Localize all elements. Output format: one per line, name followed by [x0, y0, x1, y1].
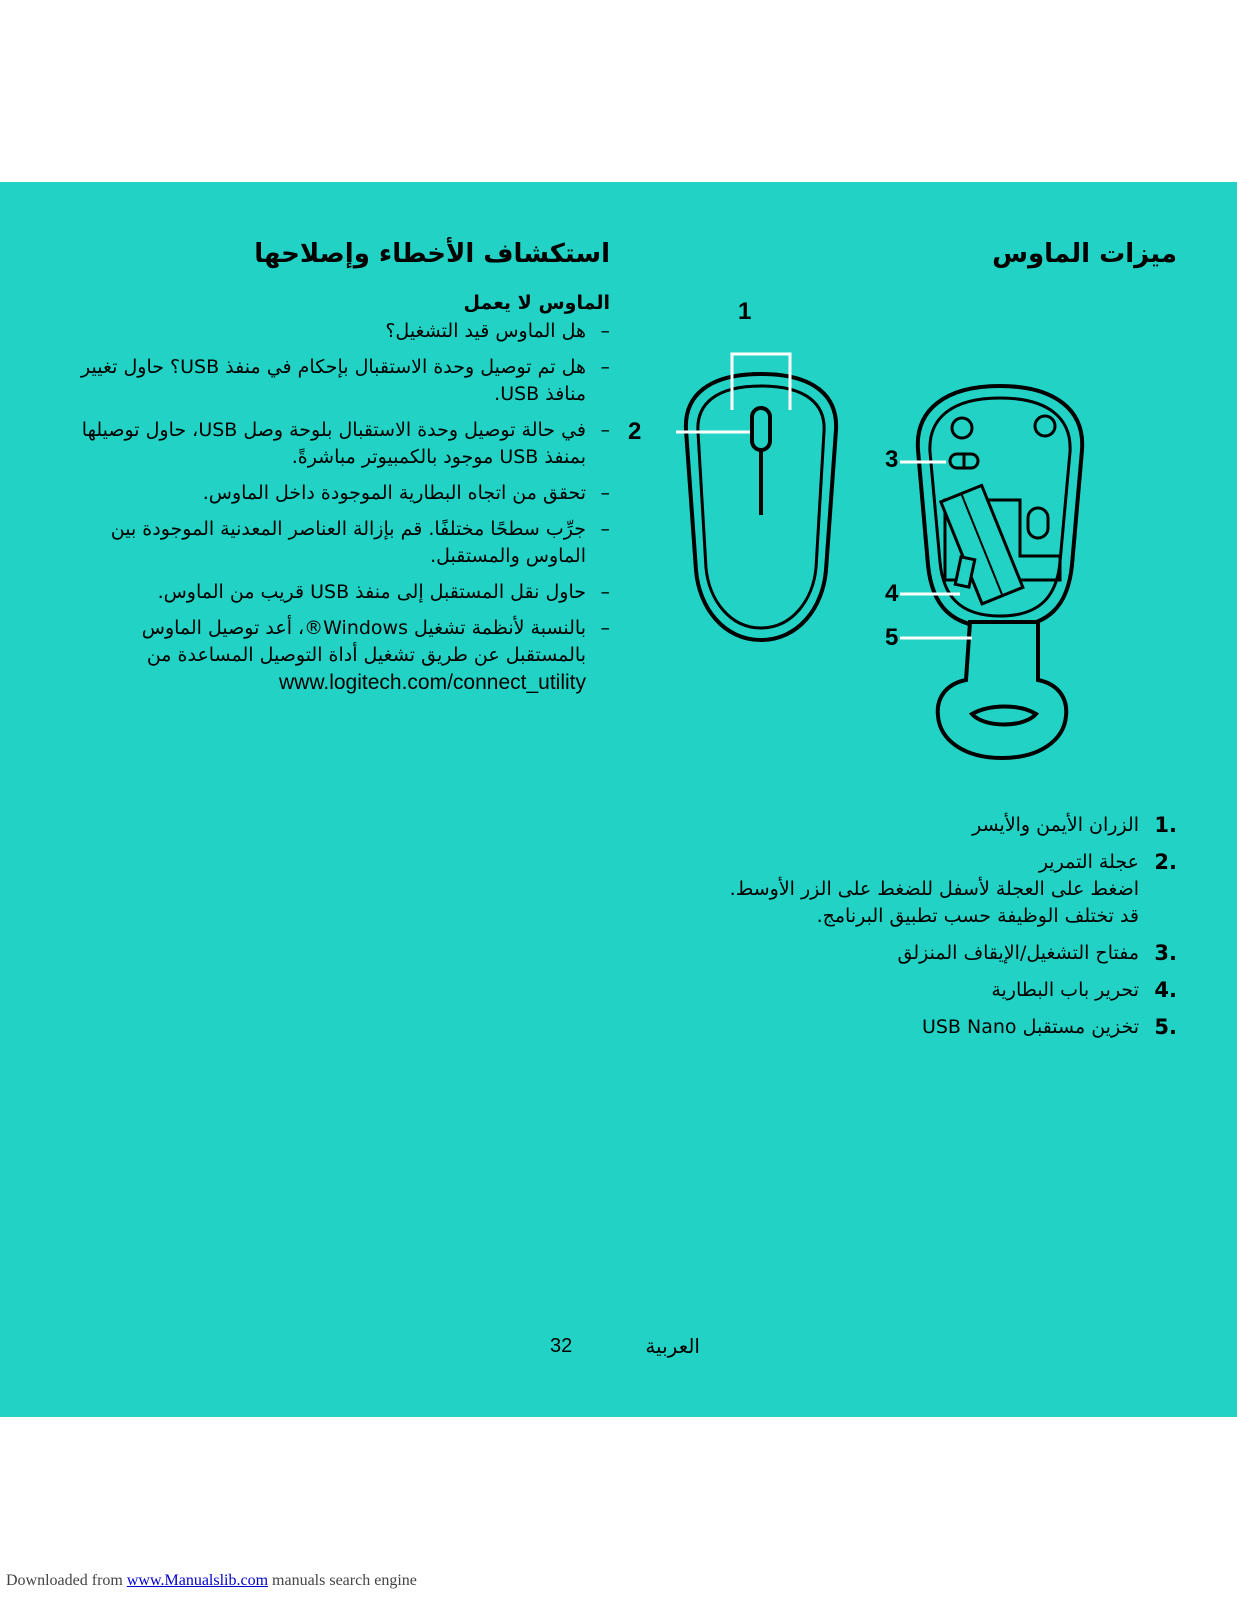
- feature-item: 3. مفتاح التشغيل/الإيقاف المنزلق: [897, 941, 1177, 965]
- feature-item: 2. عجلة التمرير اضغط على العجلة لأسفل للضغط على الزر الأوسط. قد تختلف الوظيفة حسب تطبيق البرنامج.: [729, 850, 1177, 927]
- troubleshooting-list: [60, 318, 610, 705]
- tip-text: هل تم توصيل وحدة الاستقبال بإحكام في منفذ USB؟ حاول تغيير منافذ USB.: [81, 356, 586, 405]
- content-panel: [0, 182, 1237, 1417]
- tip-text: تحقق من اتجاه البطارية الموجودة داخل الماوس.: [202, 482, 586, 504]
- tip-item: – تحقق من اتجاه البطارية الموجودة داخل الماوس.: [202, 482, 610, 504]
- callout-3: 3: [885, 446, 899, 473]
- tip-item: – بالنسبة لأنظمة تشغيل Windows®، أعد توصيل الماوس بالمستقبل عن طريق تشغيل أداة التوصيل المساعدة من www.logitech.com/connect_utility: [60, 615, 610, 696]
- callout-2: 2: [628, 418, 642, 445]
- tip-item: – جرِّب سطحًا مختلفًا. قم بإزالة العناصر المعدنية الموجودة بين الماوس والمستقبل.: [110, 518, 610, 567]
- callout-5: 5: [885, 624, 899, 651]
- feature-text: تحرير باب البطارية: [991, 979, 1139, 1001]
- tip-item: – هل الماوس قيد التشغيل؟: [385, 320, 610, 342]
- features-title: ميزات الماوس: [992, 239, 1177, 269]
- troubleshooting-title: استكشاف الأخطاء وإصلاحها: [254, 239, 610, 269]
- feature-item: 4. تحرير باب البطارية: [991, 978, 1177, 1002]
- callout-1: 1: [738, 298, 752, 325]
- feature-text: تخزين مستقبل USB Nano: [921, 1016, 1139, 1038]
- feature-text: الزران الأيمن والأيسر: [972, 814, 1139, 836]
- callout-4: 4: [885, 580, 899, 607]
- tip-text: هل الماوس قيد التشغيل؟: [385, 320, 586, 342]
- mouse-bottom-illustration: [900, 380, 1100, 780]
- feature-item: 1. الزران الأيمن والأيسر: [972, 813, 1177, 837]
- manualslib-link[interactable]: www.Manualslib.com: [126, 1572, 269, 1589]
- tip-text: بالنسبة لأنظمة تشغيل Windows®، أعد توصيل الماوس بالمستقبل عن طريق تشغيل أداة التوصيل المساعدة من: [141, 617, 586, 666]
- feature-detail: اضغط على العجلة لأسفل للضغط على الزر الأوسط.: [729, 878, 1139, 900]
- feature-detail: قد تختلف الوظيفة حسب تطبيق البرنامج.: [816, 905, 1139, 927]
- tip-item: – في حالة توصيل وحدة الاستقبال بلوحة وصل USB، حاول توصيلها بمنفذ USB موجود بالكمبيوتر مباشرةً.: [81, 419, 610, 468]
- feature-text: عجلة التمرير: [1038, 851, 1139, 873]
- download-suffix: manuals search engine: [272, 1572, 417, 1589]
- features-list: [657, 812, 1177, 1051]
- page-number: 32: [550, 1335, 573, 1357]
- tip-text: حاول نقل المستقبل إلى منفذ USB قريب من الماوس.: [157, 581, 586, 603]
- download-banner: [6, 1572, 417, 1590]
- feature-text: مفتاح التشغيل/الإيقاف المنزلق: [897, 942, 1139, 964]
- tip-item: – حاول نقل المستقبل إلى منفذ USB قريب من الماوس.: [157, 581, 610, 603]
- tip-text: في حالة توصيل وحدة الاستقبال بلوحة وصل USB، حاول توصيلها بمنفذ USB موجود بالكمبيوتر مباشرةً.: [81, 419, 586, 468]
- mouse-top-illustration: [676, 350, 846, 650]
- download-prefix: Downloaded from: [6, 1572, 123, 1589]
- connect-utility-url[interactable]: www.logitech.com/connect_utility: [279, 671, 586, 694]
- footer-language: العربية: [645, 1334, 700, 1358]
- tip-item: – هل تم توصيل وحدة الاستقبال بإحكام في منفذ USB؟ حاول تغيير منافذ USB.: [81, 356, 610, 405]
- tip-text: جرِّب سطحًا مختلفًا. قم بإزالة العناصر المعدنية الموجودة بين الماوس والمستقبل.: [110, 518, 586, 567]
- troubleshooting-subheading: الماوس لا يعمل: [463, 292, 610, 314]
- feature-item: 5. تخزين مستقبل USB Nano: [921, 1015, 1177, 1039]
